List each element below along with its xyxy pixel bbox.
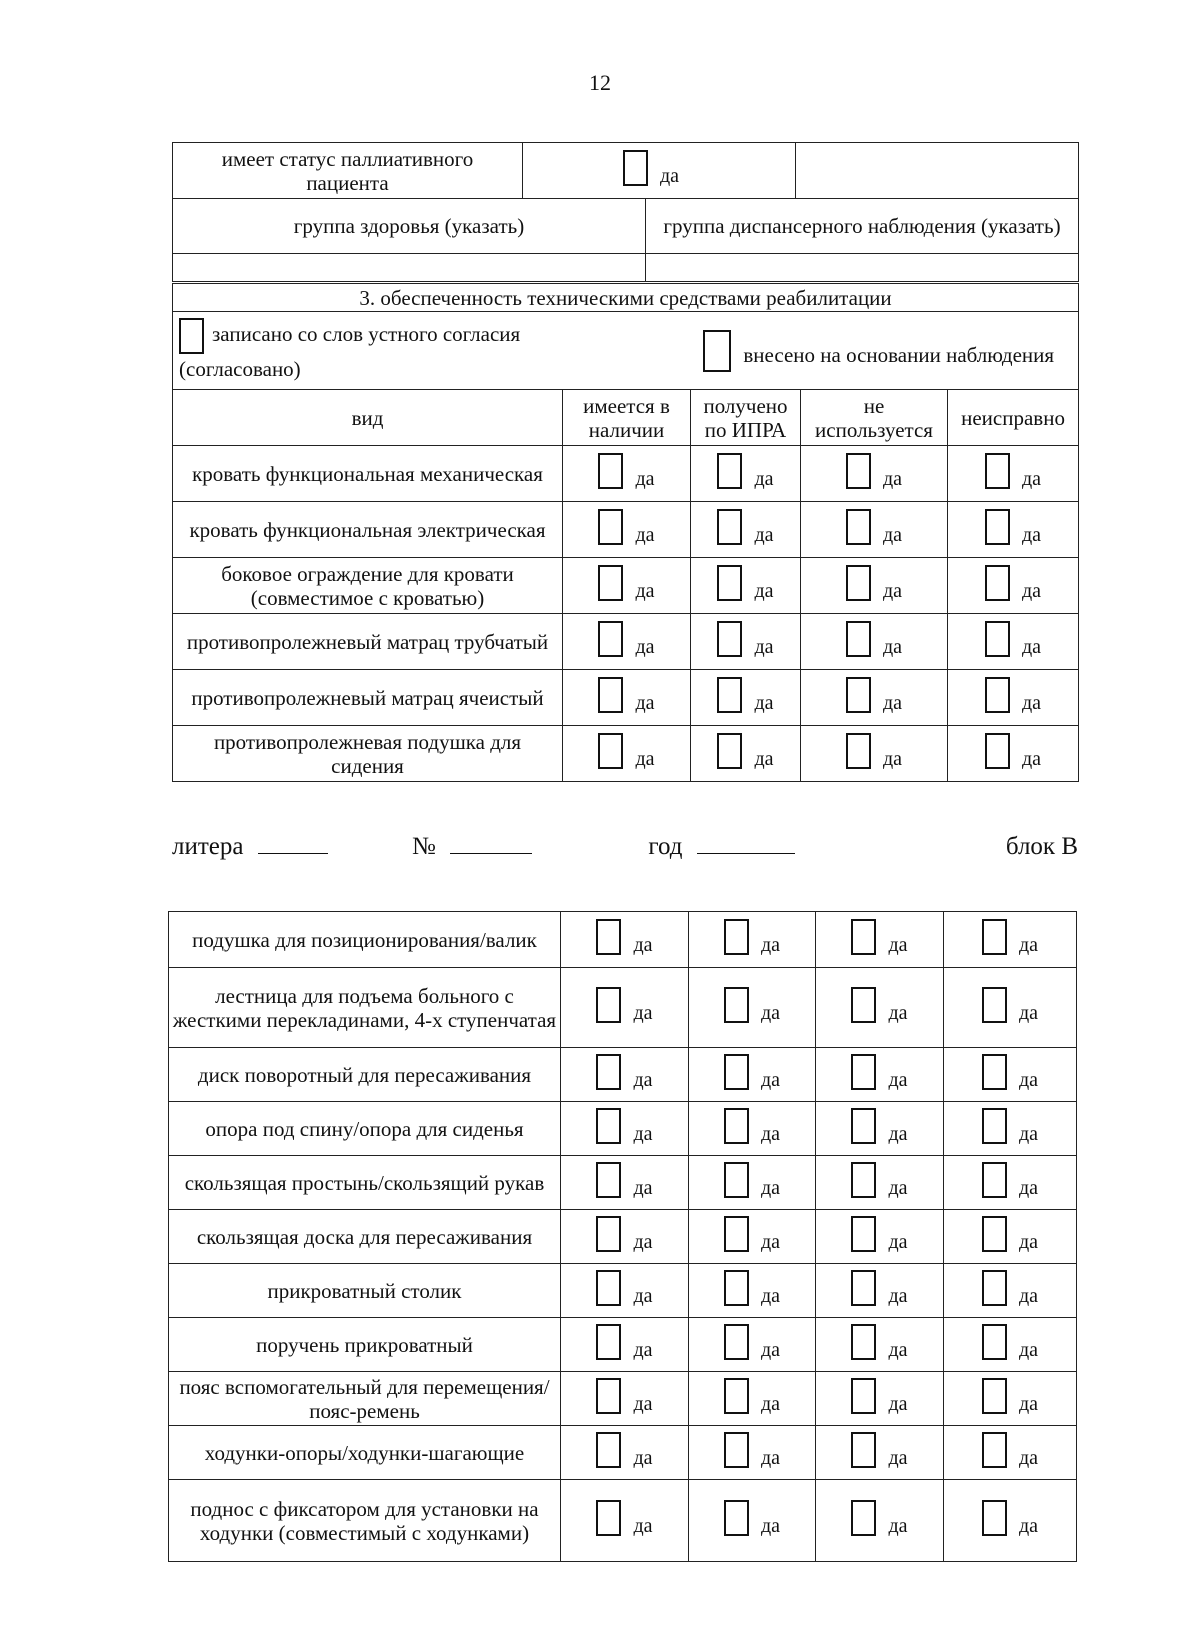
checkbox-square-icon[interactable] bbox=[851, 1270, 876, 1306]
yes-label: да bbox=[635, 524, 655, 546]
bottom-item-row bbox=[169, 1480, 1077, 1562]
number-label: № bbox=[411, 833, 436, 860]
bottom-item-row bbox=[169, 1264, 1077, 1318]
checkbox-square-icon[interactable] bbox=[851, 1324, 876, 1360]
rehab-means-table bbox=[172, 283, 1079, 782]
checkbox-square-icon[interactable] bbox=[596, 919, 621, 955]
checkbox-square-icon[interactable] bbox=[985, 453, 1010, 489]
yes-label: да bbox=[760, 1231, 781, 1253]
faulty-checkbox[interactable] bbox=[982, 1324, 1038, 1360]
col-faulty-header: неисправно bbox=[948, 390, 1079, 446]
yes-label: да bbox=[1018, 934, 1039, 956]
faulty-checkbox[interactable] bbox=[985, 509, 1041, 545]
checkbox-square-icon[interactable] bbox=[846, 621, 871, 657]
yes-label: да bbox=[882, 580, 903, 602]
item-label: скользящая простынь/скользящий рукав bbox=[169, 1156, 561, 1210]
checkbox-square-icon[interactable] bbox=[724, 1500, 749, 1536]
yes-label: да bbox=[882, 524, 903, 546]
yes-label: да bbox=[882, 468, 903, 490]
item-label: прикроватный столик bbox=[169, 1264, 561, 1318]
top-item-row bbox=[173, 670, 1079, 726]
checkbox-square-icon[interactable] bbox=[717, 453, 742, 489]
available-checkbox[interactable] bbox=[596, 1270, 652, 1306]
not-used-checkbox[interactable] bbox=[846, 565, 902, 601]
item-label: противопролежневая подушка для сидения bbox=[173, 726, 563, 782]
checkbox-square-icon[interactable] bbox=[724, 1324, 749, 1360]
item-label: противопролежневый матрац трубчатый bbox=[173, 614, 563, 670]
checkbox-square-icon[interactable] bbox=[846, 565, 871, 601]
not-used-checkbox[interactable] bbox=[851, 1108, 907, 1144]
bottom-item-row bbox=[169, 968, 1077, 1048]
not-used-checkbox[interactable] bbox=[851, 1216, 907, 1252]
ipra-checkbox[interactable] bbox=[724, 1500, 780, 1536]
yes-label: да bbox=[635, 692, 655, 714]
ipra-checkbox[interactable] bbox=[724, 987, 780, 1023]
yes-label: да bbox=[760, 934, 781, 956]
not-used-checkbox[interactable] bbox=[846, 509, 902, 545]
yes-label: да bbox=[633, 1177, 653, 1199]
ipra-checkbox[interactable] bbox=[724, 1324, 780, 1360]
yes-label: да bbox=[635, 468, 655, 490]
yes-label: да bbox=[1018, 1123, 1039, 1145]
checkbox-square-icon[interactable] bbox=[724, 1270, 749, 1306]
not-used-checkbox[interactable] bbox=[851, 1054, 907, 1090]
yes-label: да bbox=[760, 1177, 781, 1199]
checkbox-square-icon[interactable] bbox=[724, 919, 749, 955]
palliative-yes-checkbox[interactable]: да bbox=[623, 150, 679, 186]
yes-label: да bbox=[1022, 748, 1042, 770]
not-used-checkbox[interactable] bbox=[851, 1270, 907, 1306]
checkbox-square-icon[interactable] bbox=[596, 1162, 621, 1198]
ipra-checkbox[interactable] bbox=[724, 1432, 780, 1468]
yes-label: да bbox=[888, 1177, 908, 1199]
not-used-checkbox[interactable] bbox=[846, 733, 902, 769]
faulty-checkbox[interactable] bbox=[982, 1378, 1038, 1414]
bottom-item-row bbox=[169, 912, 1077, 968]
checkbox-square-icon[interactable] bbox=[851, 1108, 876, 1144]
litera-label: литера bbox=[172, 833, 244, 860]
checkbox-square-icon[interactable] bbox=[717, 509, 742, 545]
not-used-checkbox[interactable] bbox=[851, 919, 907, 955]
ipra-checkbox[interactable] bbox=[717, 565, 773, 601]
checkbox-square-icon[interactable] bbox=[982, 919, 1007, 955]
bottom-item-row bbox=[169, 1102, 1077, 1156]
yes-label: да bbox=[888, 1285, 908, 1307]
yes-label: да bbox=[1018, 1285, 1039, 1307]
item-label: поднос с фиксатором для установки на ходунки (совместимый с ходунками) bbox=[169, 1480, 561, 1562]
not-used-checkbox[interactable] bbox=[846, 677, 902, 713]
not-used-checkbox[interactable] bbox=[846, 453, 902, 489]
checkbox-square-icon[interactable] bbox=[846, 509, 871, 545]
bottom-item-row bbox=[169, 1210, 1077, 1264]
yes-label: да bbox=[633, 1393, 653, 1415]
checkbox-square-icon[interactable] bbox=[846, 453, 871, 489]
not-used-checkbox[interactable] bbox=[851, 1162, 907, 1198]
checkbox-square-icon[interactable] bbox=[724, 987, 749, 1023]
yes-label: да bbox=[760, 1393, 781, 1415]
checkbox-square-icon[interactable] bbox=[985, 733, 1010, 769]
available-checkbox[interactable] bbox=[596, 1108, 652, 1144]
yes-label: да bbox=[635, 580, 655, 602]
yes-label: да bbox=[1018, 1002, 1039, 1024]
health-group-label: группа здоровья (указать) bbox=[173, 199, 646, 254]
year-label: год bbox=[648, 833, 683, 860]
section3-title: 3. обеспеченность техническими средствами реабилитации bbox=[173, 284, 1079, 312]
checkbox-square-icon[interactable] bbox=[596, 1270, 621, 1306]
item-label: ходунки-опоры/ходунки-шагающие bbox=[169, 1426, 561, 1480]
available-checkbox[interactable] bbox=[598, 621, 654, 657]
checkbox-square-icon[interactable] bbox=[596, 1432, 621, 1468]
available-checkbox[interactable] bbox=[598, 677, 654, 713]
faulty-checkbox[interactable] bbox=[982, 1500, 1038, 1536]
yes-label: да bbox=[633, 1002, 653, 1024]
ipra-checkbox[interactable] bbox=[717, 621, 773, 657]
item-label: кровать функциональная электрическая bbox=[173, 502, 563, 558]
dispensary-group-label: группа диспансерного наблюдения (указать) bbox=[646, 199, 1079, 254]
yes-label: да bbox=[633, 1285, 653, 1307]
checkbox-square-icon[interactable] bbox=[985, 621, 1010, 657]
checkbox-square-icon[interactable] bbox=[982, 1378, 1007, 1414]
checkbox-square-icon[interactable] bbox=[851, 1378, 876, 1414]
verbal-consent-label: записано со слов устного согласия (согласовано) bbox=[179, 321, 521, 381]
yes-label: да bbox=[1022, 692, 1042, 714]
checkbox-square-icon[interactable] bbox=[596, 1378, 621, 1414]
available-checkbox[interactable] bbox=[596, 987, 652, 1023]
checkbox-square-icon[interactable] bbox=[596, 1500, 621, 1536]
yes-label: да bbox=[754, 580, 774, 602]
checkbox-square-icon[interactable] bbox=[596, 1054, 621, 1090]
item-label: лестница для подъема больного с жесткими перекладинами, 4-х ступенчатая bbox=[169, 968, 561, 1048]
yes-label: да bbox=[888, 934, 908, 956]
yes-label: да bbox=[635, 748, 655, 770]
available-checkbox[interactable] bbox=[596, 1216, 652, 1252]
yes-label: да bbox=[882, 692, 903, 714]
faulty-checkbox[interactable] bbox=[982, 1270, 1038, 1306]
checkbox-square-icon[interactable] bbox=[724, 1162, 749, 1198]
faulty-checkbox[interactable] bbox=[982, 987, 1038, 1023]
checkbox-square-icon[interactable] bbox=[851, 1162, 876, 1198]
ipra-checkbox[interactable] bbox=[724, 1054, 780, 1090]
checkbox-square-icon[interactable] bbox=[717, 621, 742, 657]
checkbox-square-icon[interactable] bbox=[982, 1270, 1007, 1306]
available-checkbox[interactable] bbox=[596, 1432, 652, 1468]
top-item-row bbox=[173, 558, 1079, 614]
not-used-checkbox[interactable] bbox=[851, 1432, 907, 1468]
checkbox-square-icon[interactable] bbox=[982, 987, 1007, 1023]
available-checkbox[interactable] bbox=[596, 919, 652, 955]
available-checkbox[interactable] bbox=[596, 1162, 652, 1198]
yes-label: да bbox=[1018, 1515, 1039, 1537]
yes-label: да bbox=[754, 636, 774, 658]
col-vid-header: вид bbox=[173, 390, 563, 446]
yes-label: да bbox=[754, 692, 774, 714]
yes-label: да bbox=[1022, 636, 1042, 658]
faulty-checkbox[interactable] bbox=[982, 1162, 1038, 1198]
yes-label: да bbox=[1018, 1231, 1039, 1253]
bottom-item-row bbox=[169, 1372, 1077, 1426]
yes-label: да bbox=[888, 1393, 908, 1415]
checkbox-square-icon[interactable] bbox=[598, 453, 623, 489]
checkbox-square-icon[interactable] bbox=[846, 733, 871, 769]
verbal-consent-checkbox[interactable] bbox=[179, 318, 204, 354]
bottom-item-row bbox=[169, 1156, 1077, 1210]
ipra-checkbox[interactable] bbox=[717, 733, 773, 769]
ipra-checkbox[interactable] bbox=[717, 453, 773, 489]
checkbox-square-icon[interactable] bbox=[851, 1500, 876, 1536]
faulty-checkbox[interactable] bbox=[985, 733, 1041, 769]
ipra-checkbox[interactable] bbox=[724, 1162, 780, 1198]
available-checkbox[interactable] bbox=[598, 565, 654, 601]
checkbox-square-icon[interactable] bbox=[982, 1324, 1007, 1360]
observation-label: внесено на основании наблюдения bbox=[743, 342, 1055, 367]
available-checkbox[interactable] bbox=[596, 1324, 652, 1360]
year-field[interactable] bbox=[697, 853, 795, 854]
patient-status-table bbox=[172, 142, 1079, 282]
faulty-checkbox[interactable] bbox=[982, 1216, 1038, 1252]
checkbox-square-icon[interactable] bbox=[982, 1054, 1007, 1090]
yes-label: да bbox=[1018, 1393, 1039, 1415]
item-label: боковое ограждение для кровати (совместимое с кроватью) bbox=[173, 558, 563, 614]
checkbox-square-icon[interactable] bbox=[982, 1162, 1007, 1198]
checkbox-square-icon[interactable] bbox=[717, 677, 742, 713]
item-label: пояс вспомогательный для перемещения/пояс-ремень bbox=[169, 1372, 561, 1426]
checkbox-square-icon[interactable] bbox=[985, 565, 1010, 601]
col-not-used-header: не используется bbox=[801, 390, 948, 446]
ipra-checkbox[interactable] bbox=[724, 919, 780, 955]
health-group-value[interactable] bbox=[173, 254, 646, 282]
checkbox-square-icon[interactable] bbox=[724, 1216, 749, 1252]
available-checkbox[interactable] bbox=[598, 733, 654, 769]
not-used-checkbox[interactable] bbox=[851, 1378, 907, 1414]
ipra-checkbox[interactable] bbox=[724, 1270, 780, 1306]
bottom-item-row bbox=[169, 1048, 1077, 1102]
available-checkbox[interactable] bbox=[596, 1378, 652, 1414]
yes-label: да bbox=[888, 1123, 908, 1145]
yes-label: да bbox=[1022, 524, 1042, 546]
block-label: блок В bbox=[1005, 833, 1078, 860]
yes-label: да bbox=[1018, 1069, 1039, 1091]
checkbox-square-icon[interactable] bbox=[851, 1054, 876, 1090]
item-label: диск поворотный для пересаживания bbox=[169, 1048, 561, 1102]
yes-label: да bbox=[1018, 1177, 1039, 1199]
not-used-checkbox[interactable] bbox=[846, 621, 902, 657]
faulty-checkbox[interactable] bbox=[982, 1054, 1038, 1090]
checkbox-square-icon[interactable] bbox=[598, 621, 623, 657]
available-checkbox[interactable] bbox=[598, 453, 654, 489]
checkbox-square-icon[interactable] bbox=[717, 733, 742, 769]
yes-label: да bbox=[888, 1447, 908, 1469]
info-line bbox=[172, 833, 1078, 861]
yes-label: да bbox=[633, 1339, 653, 1361]
litera-field[interactable] bbox=[258, 853, 328, 854]
faulty-checkbox[interactable] bbox=[985, 677, 1041, 713]
checkbox-square-icon[interactable] bbox=[598, 565, 623, 601]
not-used-checkbox[interactable] bbox=[851, 987, 907, 1023]
yes-label: да bbox=[760, 1069, 781, 1091]
checkbox-square-icon[interactable] bbox=[846, 677, 871, 713]
yes-label: да bbox=[1022, 580, 1042, 602]
yes-label: да bbox=[1018, 1339, 1039, 1361]
ipra-checkbox[interactable] bbox=[717, 677, 773, 713]
yes-label: да bbox=[754, 524, 774, 546]
ipra-checkbox[interactable] bbox=[717, 509, 773, 545]
number-field[interactable] bbox=[450, 853, 532, 854]
checkbox-square-icon[interactable] bbox=[717, 565, 742, 601]
item-label: опора под спину/опора для сиденья bbox=[169, 1102, 561, 1156]
yes-label: да bbox=[760, 1002, 781, 1024]
checkbox-square-icon[interactable] bbox=[982, 1500, 1007, 1536]
checkbox-square-icon[interactable] bbox=[598, 733, 623, 769]
checkbox-square-icon[interactable] bbox=[851, 919, 876, 955]
faulty-checkbox[interactable] bbox=[982, 1432, 1038, 1468]
not-used-checkbox[interactable] bbox=[851, 1324, 907, 1360]
yes-label: да bbox=[633, 1447, 653, 1469]
checkbox-square-icon[interactable] bbox=[982, 1108, 1007, 1144]
item-label: противопролежневый матрац ячеистый bbox=[173, 670, 563, 726]
checkbox-square-icon[interactable] bbox=[598, 677, 623, 713]
checkbox-square-icon[interactable] bbox=[982, 1216, 1007, 1252]
yes-label: да bbox=[760, 1447, 781, 1469]
yes-label: да bbox=[888, 1515, 908, 1537]
dispensary-group-value[interactable] bbox=[646, 254, 1079, 282]
checkbox-square-icon[interactable] bbox=[598, 509, 623, 545]
observation-checkbox[interactable] bbox=[703, 330, 731, 372]
ipra-checkbox[interactable] bbox=[724, 1216, 780, 1252]
checkbox-square-icon[interactable] bbox=[851, 987, 876, 1023]
yes-label: да bbox=[1018, 1447, 1039, 1469]
yes-label: да bbox=[760, 1339, 781, 1361]
checkbox-square-icon[interactable] bbox=[596, 987, 621, 1023]
page-number: 12 bbox=[589, 70, 611, 95]
faulty-checkbox[interactable] bbox=[985, 565, 1041, 601]
checkbox-square-icon[interactable] bbox=[724, 1108, 749, 1144]
checkbox-square-icon[interactable] bbox=[724, 1054, 749, 1090]
available-checkbox[interactable] bbox=[596, 1054, 652, 1090]
faulty-checkbox[interactable] bbox=[985, 621, 1041, 657]
yes-label: да bbox=[754, 468, 774, 490]
top-item-row bbox=[173, 502, 1079, 558]
yes-label: да bbox=[633, 1231, 653, 1253]
yes-label: да bbox=[633, 934, 653, 956]
item-label: подушка для позиционирования/валик bbox=[169, 912, 561, 968]
yes-label: да bbox=[635, 636, 655, 658]
yes-label: да bbox=[633, 1069, 653, 1091]
checkbox-square-icon[interactable] bbox=[596, 1324, 621, 1360]
checkbox-square-icon[interactable] bbox=[985, 677, 1010, 713]
checkbox-square-icon[interactable] bbox=[985, 509, 1010, 545]
checkbox-square-icon[interactable] bbox=[623, 150, 648, 186]
yes-label: да bbox=[888, 1231, 908, 1253]
faulty-checkbox[interactable] bbox=[985, 453, 1041, 489]
yes-label: да bbox=[888, 1339, 908, 1361]
faulty-checkbox[interactable] bbox=[982, 919, 1038, 955]
item-label: поручень прикроватный bbox=[169, 1318, 561, 1372]
checkbox-square-icon[interactable] bbox=[851, 1216, 876, 1252]
rehab-means-table-continued bbox=[168, 911, 1077, 1562]
yes-label: да bbox=[760, 1123, 781, 1145]
yes-label: да bbox=[633, 1515, 653, 1537]
yes-label: да bbox=[760, 1515, 781, 1537]
yes-label: да bbox=[760, 1285, 781, 1307]
col-ipra-header: получено по ИПРА bbox=[691, 390, 801, 446]
ipra-checkbox[interactable] bbox=[724, 1108, 780, 1144]
checkbox-square-icon[interactable] bbox=[982, 1432, 1007, 1468]
top-item-row bbox=[173, 614, 1079, 670]
item-label: кровать функциональная механическая bbox=[173, 446, 563, 502]
palliative-status-label: имеет статус паллиативного пациента bbox=[173, 143, 523, 199]
available-checkbox[interactable] bbox=[596, 1500, 652, 1536]
checkbox-square-icon[interactable] bbox=[596, 1108, 621, 1144]
checkbox-square-icon[interactable] bbox=[596, 1216, 621, 1252]
available-checkbox[interactable] bbox=[598, 509, 654, 545]
yes-label: да bbox=[888, 1002, 908, 1024]
checkbox-square-icon[interactable] bbox=[724, 1378, 749, 1414]
ipra-checkbox[interactable] bbox=[724, 1378, 780, 1414]
yes-label: да bbox=[888, 1069, 908, 1091]
palliative-empty-cell bbox=[796, 143, 1079, 199]
not-used-checkbox[interactable] bbox=[851, 1500, 907, 1536]
yes-label: да bbox=[1022, 468, 1042, 490]
bottom-item-row bbox=[169, 1318, 1077, 1372]
yes-label: да bbox=[882, 636, 903, 658]
bottom-item-row bbox=[169, 1426, 1077, 1480]
item-label: скользящая доска для пересаживания bbox=[169, 1210, 561, 1264]
checkbox-square-icon[interactable] bbox=[851, 1432, 876, 1468]
faulty-checkbox[interactable] bbox=[982, 1108, 1038, 1144]
col-available-header: имеется в наличии bbox=[563, 390, 691, 446]
checkbox-square-icon[interactable] bbox=[724, 1432, 749, 1468]
yes-label: да bbox=[882, 748, 903, 770]
top-item-row bbox=[173, 446, 1079, 502]
top-item-row bbox=[173, 726, 1079, 782]
yes-label: да bbox=[633, 1123, 653, 1145]
yes-label: да bbox=[754, 748, 774, 770]
